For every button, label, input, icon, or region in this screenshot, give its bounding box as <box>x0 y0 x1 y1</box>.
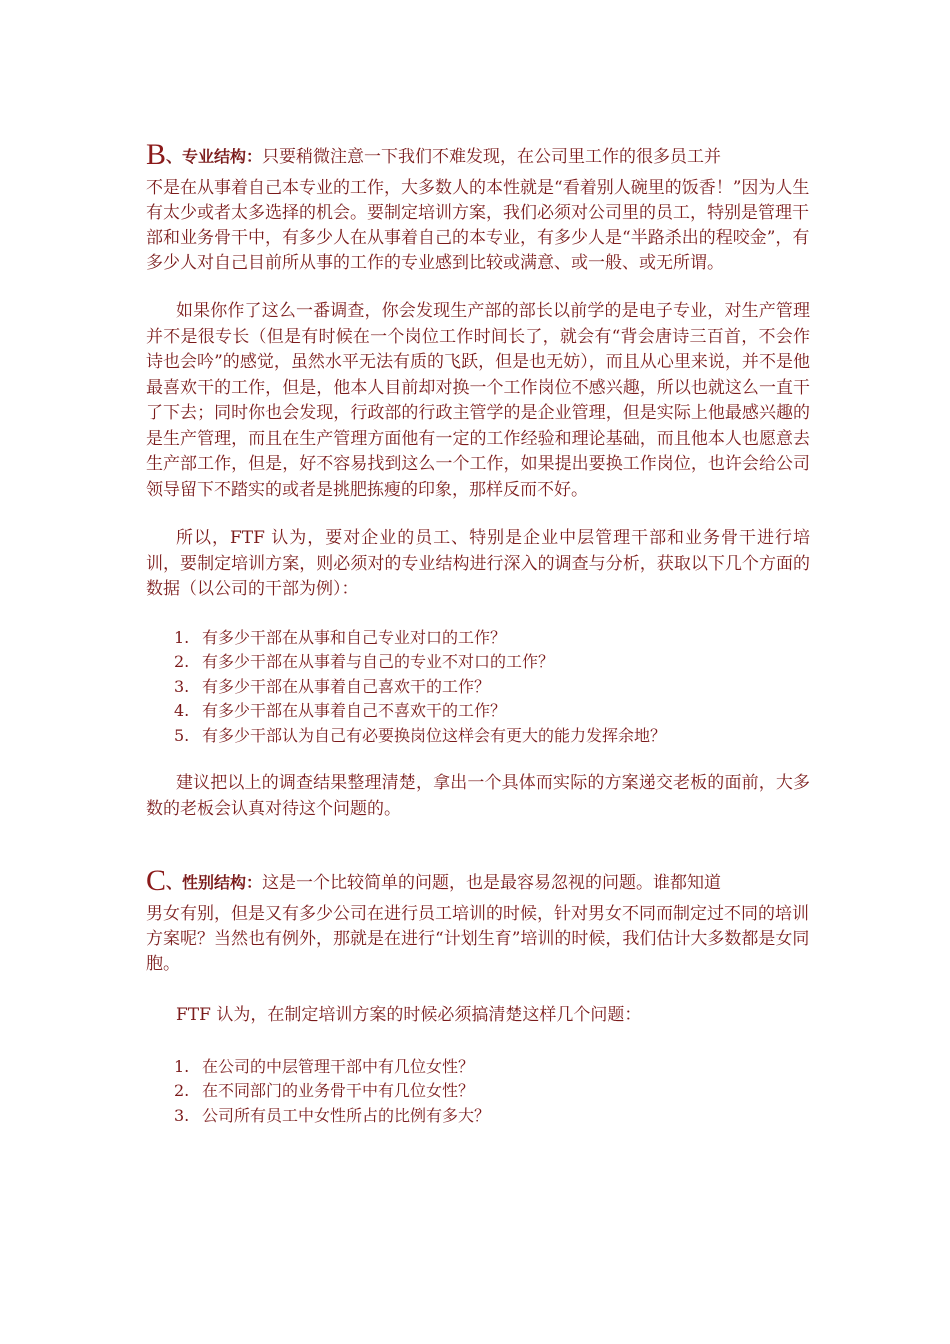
section-c-intro <box>146 864 810 977</box>
list-item-number: 2. <box>174 652 190 671</box>
section-b-para-4: 建议把以上的调查结果整理清楚，拿出一个具体而实际的方案递交老板的面前，大多数的老板会认真对待这个问题的。 <box>146 773 810 819</box>
section-b-title: 专业结构 <box>182 147 247 166</box>
section-c-rest: 男女有别，但是又有多少公司在进行员工培训的时候，针对男女不同而制定过不同的培训方案呢？当然也有例外，那就是在进行“计划生育”培训的时候，我们估计大多数都是女同胞。 <box>146 904 810 974</box>
section-b-intro <box>146 138 810 276</box>
list-item-text: 有多少干部在从事着与自己的专业不对口的工作？ <box>202 652 555 671</box>
list-item-number: 5. <box>174 725 190 745</box>
section-c-colon: ： <box>246 873 263 892</box>
list-item-text: 公司所有员工中女性所占的比例有多大？ <box>202 1105 491 1125</box>
section-c-question-list <box>146 1055 810 1129</box>
list-item-text: 有多少干部在从事和自己专业对口的工作？ <box>202 627 507 647</box>
section-c-title: 性别结构 <box>182 873 247 892</box>
list-item-number: 1. <box>174 1056 190 1076</box>
section-c-letter: C <box>146 864 167 897</box>
list-item-number: 3. <box>174 676 190 696</box>
section-b-rest: 不是在从事着自己本专业的工作，大多数人的本性就是“看着别人碗里的饭香！”因为人生有太少或者太多选择的机会。要制定培训方案，我们必须对公司里的员工，特别是管理干部和业务骨干中，有多少人在从事着自己的本专业，有多少人是“半路杀出的程咬金”，有多少人对自己目前所从事的工作的专业感到比较或满意、或一般、或无所谓。 <box>146 178 810 273</box>
list-item <box>174 675 810 700</box>
list-item-number: 3. <box>174 1105 190 1125</box>
section-c-para-2: FTF 认为，在制定培训方案的时候必须搞清楚这样几个问题： <box>176 1005 642 1025</box>
section-c-sep: 、 <box>166 873 183 892</box>
list-item-number: 1. <box>174 627 190 647</box>
section-b-sep: 、 <box>166 147 183 166</box>
list-item <box>174 650 810 675</box>
list-item <box>174 724 810 749</box>
list-item <box>174 1055 810 1080</box>
section-b-letter: B <box>146 138 167 171</box>
list-item <box>174 626 810 651</box>
list-item-text: 有多少干部在从事着自己不喜欢干的工作？ <box>202 701 507 720</box>
section-b-heading-line <box>146 138 810 174</box>
list-item-text: 有多少干部在从事着自己喜欢干的工作？ <box>202 676 491 696</box>
section-b-first-line: 只要稍微注意一下我们不难发现，在公司里工作的很多员工并 <box>262 147 722 167</box>
list-item-text: 在公司的中层管理干部中有几位女性？ <box>202 1056 475 1076</box>
list-item-text: 有多少干部认为自己有必要换岗位这样会有更大的能力发挥余地？ <box>202 725 667 745</box>
section-c-first-line: 这是一个比较简单的问题，也是最容易忽视的问题。谁都知道 <box>262 873 722 893</box>
list-item <box>174 1104 810 1129</box>
section-b-para-2: 如果你作了这么一番调查，你会发现生产部的部长以前学的是电子专业，对生产管理并不是很专长（但是有时候在一个岗位工作时间长了，就会有“背会唐诗三百首，不会作诗也会吟”的感觉，虽然水平无法有质的飞跃，但是也无妨），而且从心里来说，并不是他最喜欢干的工作，但是，他本人目前却对换一个工作岗位不感兴趣，所以也就这么一直干了下去；同时你也会发现，行政部的行政主管学的是企业管理，但是实际上他最感兴趣的是生产管理，而且在生产管理方面他有一定的工作经验和理论基础，而且他本人也愿意去生产部工作，但是，好不容易找到这么一个工作，如果提出要换工作岗位，也许会给公司领导留下不踏实的或者是挑肥拣瘦的印象，那样反而不好。 <box>146 301 810 500</box>
document-page <box>146 138 810 1128</box>
section-b-colon: ： <box>246 147 263 166</box>
list-item <box>174 1079 810 1104</box>
list-item-number: 2. <box>174 1081 190 1100</box>
list-item-text: 在不同部门的业务骨干中有几位女性？ <box>202 1081 475 1100</box>
list-item <box>174 699 810 724</box>
section-b-para-3: 所以，FTF 认为，要对企业的员工、特别是企业中层管理干部和业务骨干进行培训，要制定培训方案，则必须对的专业结构进行深入的调查与分析，获取以下几个方面的数据（以公司的干部为例）： <box>146 528 810 599</box>
section-c-heading-line <box>146 864 810 900</box>
list-item-number: 4. <box>174 701 190 720</box>
section-b-question-list <box>146 626 810 749</box>
